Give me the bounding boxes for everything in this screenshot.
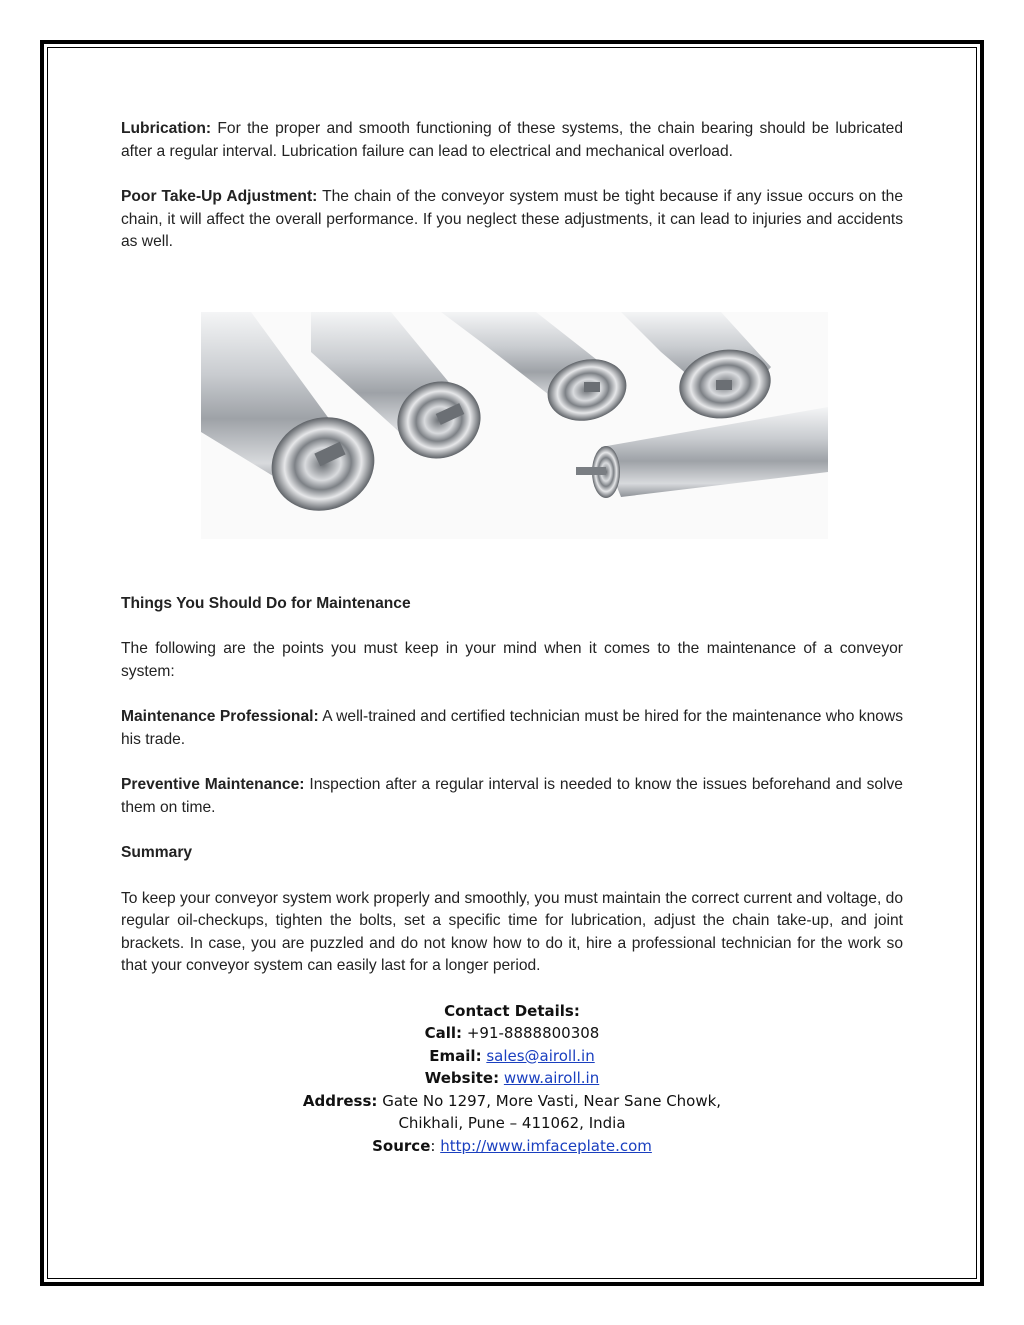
contact-details — [121, 1000, 903, 1158]
call-label: Call: — [424, 1024, 463, 1043]
preventive-paragraph — [121, 774, 903, 819]
contact-website — [121, 1067, 903, 1090]
professional-text: A well-trained and certified technician must be hired for the maintenance who knows his trade. — [121, 708, 903, 748]
professional-label: Maintenance Professional: — [121, 708, 319, 725]
lubrication-paragraph — [121, 118, 903, 163]
address-label: Address: — [302, 1091, 378, 1110]
contact-email — [121, 1045, 903, 1068]
summary-heading: Summary — [121, 844, 193, 861]
email-label: Email: — [429, 1046, 482, 1065]
intro-paragraph: The following are the points you must keep in your mind when it comes to the maintenance of a conveyor system: — [121, 640, 903, 680]
contact-source — [121, 1135, 903, 1158]
takeup-paragraph — [121, 186, 903, 254]
source-label: Source — [372, 1137, 431, 1156]
summary-paragraph: To keep your conveyor system work properly and smoothly, you must maintain the correct current and voltage, do regular oil-checkups, tighten the bolts, set a specific time for lubrication, adjust the chain take-up, and joint brackets. In case, you are puzzled and do not know how to do it, hire a professional technician for the work so that your conveyor system can easily last for a longer period. — [121, 889, 903, 974]
preventive-label: Preventive Maintenance: — [121, 776, 305, 793]
takeup-text: The chain of the conveyor system must be tight because if any issue occurs on the chain, it will affect the overall performance. If you neglect these adjustments, it can lead to injuries and accidents as well. — [121, 188, 903, 250]
takeup-label: Poor Take-Up Adjustment: — [121, 188, 318, 205]
professional-paragraph — [121, 706, 903, 751]
email-link[interactable]: sales@airoll.in — [486, 1046, 595, 1065]
conveyor-rollers-photo — [201, 312, 828, 539]
contact-heading: Contact Details: — [444, 1001, 580, 1020]
things-heading: Things You Should Do for Maintenance — [121, 594, 411, 612]
source-link[interactable]: http://www.imfaceplate.com — [440, 1137, 652, 1156]
source-separator: : — [430, 1137, 441, 1156]
document-body — [121, 118, 903, 1158]
lubrication-label: Lubrication: — [121, 120, 212, 137]
contact-call — [121, 1022, 903, 1045]
website-label: Website: — [424, 1069, 500, 1088]
address-line1: Gate No 1297, More Vasti, Near Sane Chowk, — [377, 1091, 722, 1110]
call-value: +91-8888800308 — [462, 1024, 600, 1043]
address-line2: Chikhali, Pune – 411062, India — [398, 1114, 626, 1133]
contact-address — [121, 1090, 903, 1113]
preventive-text: Inspection after a regular interval is needed to know the issues beforehand and solve them on time. — [121, 776, 903, 816]
conveyor-rollers-illustration — [201, 312, 828, 539]
lubrication-text: For the proper and smooth functioning of these systems, the chain bearing should be lubricated after a regular interval. Lubrication failure can lead to electrical and mechanical overload. — [121, 120, 903, 160]
website-link[interactable]: www.airoll.in — [503, 1069, 600, 1088]
